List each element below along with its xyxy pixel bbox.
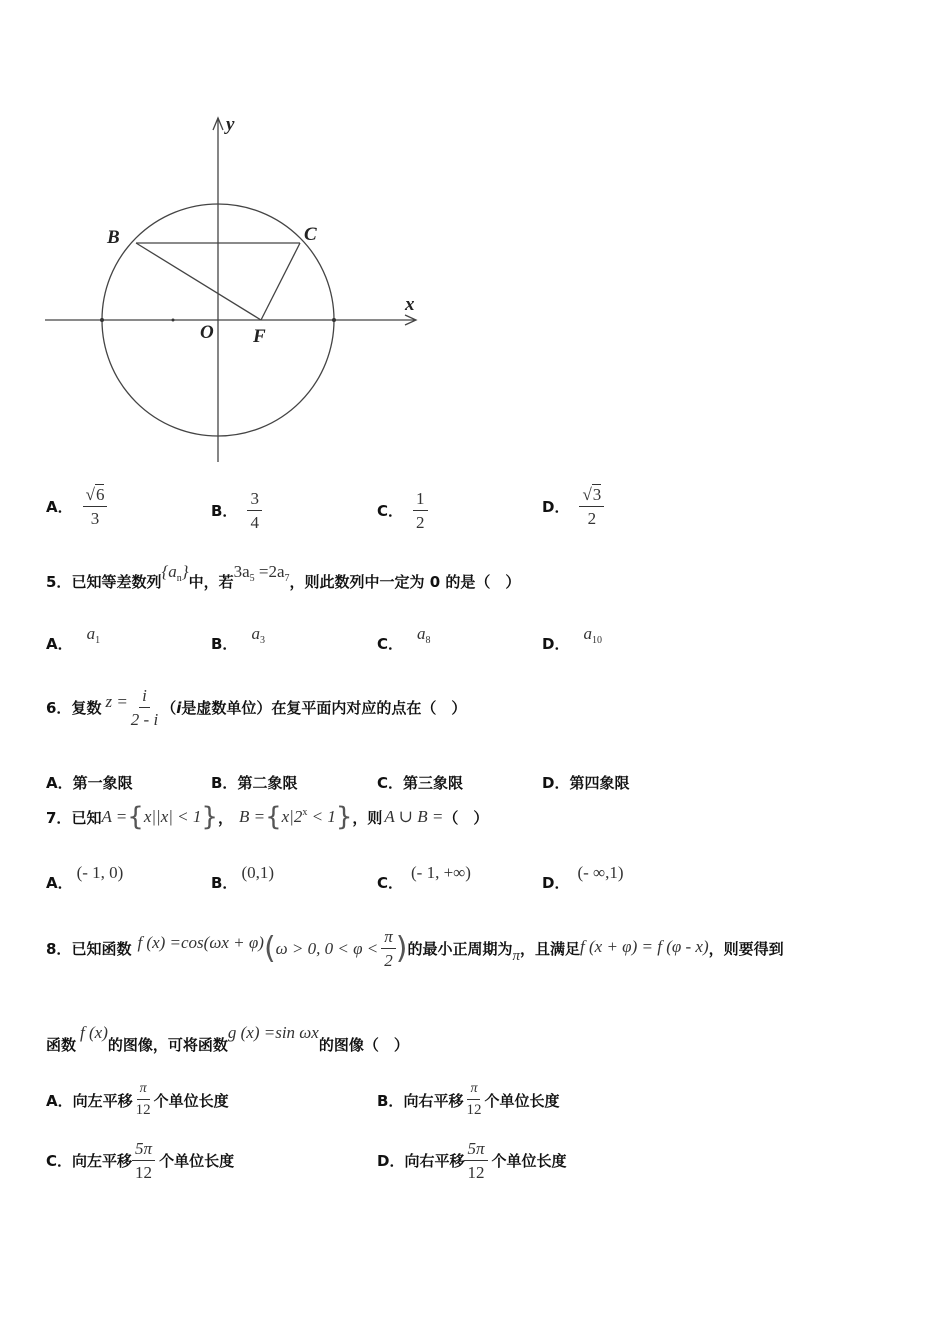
q6-option-d[interactable]: D． 第四象限 — [542, 774, 630, 792]
circle-figure — [0, 0, 460, 480]
option-num: 3 — [247, 490, 262, 511]
q7-option-b[interactable]: B． (0,1) — [211, 862, 275, 892]
label-c: C — [304, 224, 317, 245]
q5-option-d[interactable]: D． $a_{10}$ — [542, 624, 602, 653]
option-den: 2 — [587, 509, 597, 528]
option-num: 1 — [413, 490, 428, 511]
option-letter: C． — [377, 502, 404, 520]
q8-option-c[interactable]: C． 向左平移 $\frac{5\pi}{12}$ 个单位长度 — [46, 1139, 235, 1182]
q7-option-c[interactable]: C． (- 1, +∞) — [377, 862, 471, 892]
label-x: x — [405, 294, 415, 315]
q8-option-a[interactable]: A． 向左平移 $\frac{\pi}{12}$ 个单位长度 — [46, 1081, 229, 1118]
q5-option-c[interactable]: C． $a_8$ — [377, 624, 431, 653]
q6-option-c[interactable]: C． 第三象限 — [377, 774, 464, 792]
q6-stem: 6． 复数 z = $\frac{i}{2 - i}$ （ i 是虚数单位）在复平面内对应的点在（ ） — [46, 686, 467, 729]
option-den: 2 — [416, 513, 425, 532]
option-den: 4 — [250, 513, 259, 532]
option-letter: D． — [542, 498, 570, 516]
q6-option-a[interactable]: A． 第一象限 — [46, 774, 133, 792]
q5-option-a[interactable]: A． $a_1$ — [46, 624, 101, 653]
q5-stem: 5． 已知等差数列 $\{a_n\}$ 中，若 $3a_5 =2a_7$ ，则此数列中一定为 0 的是（ ） — [46, 562, 521, 591]
q7-option-a[interactable]: A． (- 1, 0) — [46, 862, 124, 892]
q4-option-c[interactable] — [377, 490, 428, 531]
option-num: 3 — [592, 485, 602, 504]
q4-option-d[interactable]: D． $\frac{√3}{2}$ — [542, 486, 604, 527]
segment-cf — [261, 243, 300, 320]
q8-stem-line1: 8． 已知函数 f (x) =cos(ωx + φ) ( ω > 0, 0 < φ < $\frac{\pi}{2}$ ) 的最小正周期为 π ，且满足 f (x + φ) = f (φ - x) ，则要得到 — [46, 927, 784, 970]
q6-option-b[interactable]: B． 第二象限 — [211, 774, 298, 792]
segment-bf — [136, 243, 261, 320]
option-letter: B． — [211, 502, 238, 520]
q7-option-d[interactable]: D． (- ∞,1) — [542, 862, 624, 892]
option-letter: A． — [46, 498, 73, 516]
q8-option-b[interactable]: B． 向右平移 $\frac{\pi}{12}$ 个单位长度 — [377, 1081, 560, 1118]
label-o: O — [200, 322, 214, 343]
q8-option-d[interactable]: D． 向右平移 $\frac{5\pi}{12}$ 个单位长度 — [377, 1139, 567, 1182]
label-b: B — [107, 227, 120, 248]
option-num: 6 — [95, 485, 105, 504]
label-f: F — [253, 326, 266, 347]
q7-stem: 7． 已知 A = { x||x| < 1 } ， B = { $x|2^x < 1$ } ，则 A ∪ B = （ ） — [46, 802, 489, 832]
q4-option-b[interactable] — [211, 490, 262, 531]
option-den: 3 — [90, 509, 100, 528]
q5-option-b[interactable]: B． $a_3$ — [211, 624, 265, 653]
q8-stem-line2: 函数 f (x) 的图像，可将函数 g (x) =sin ωx 的图像（ ） — [46, 1022, 409, 1054]
label-y: y — [226, 114, 235, 135]
q4-option-a[interactable]: A． $\frac{√6}{3}$ — [46, 486, 107, 527]
